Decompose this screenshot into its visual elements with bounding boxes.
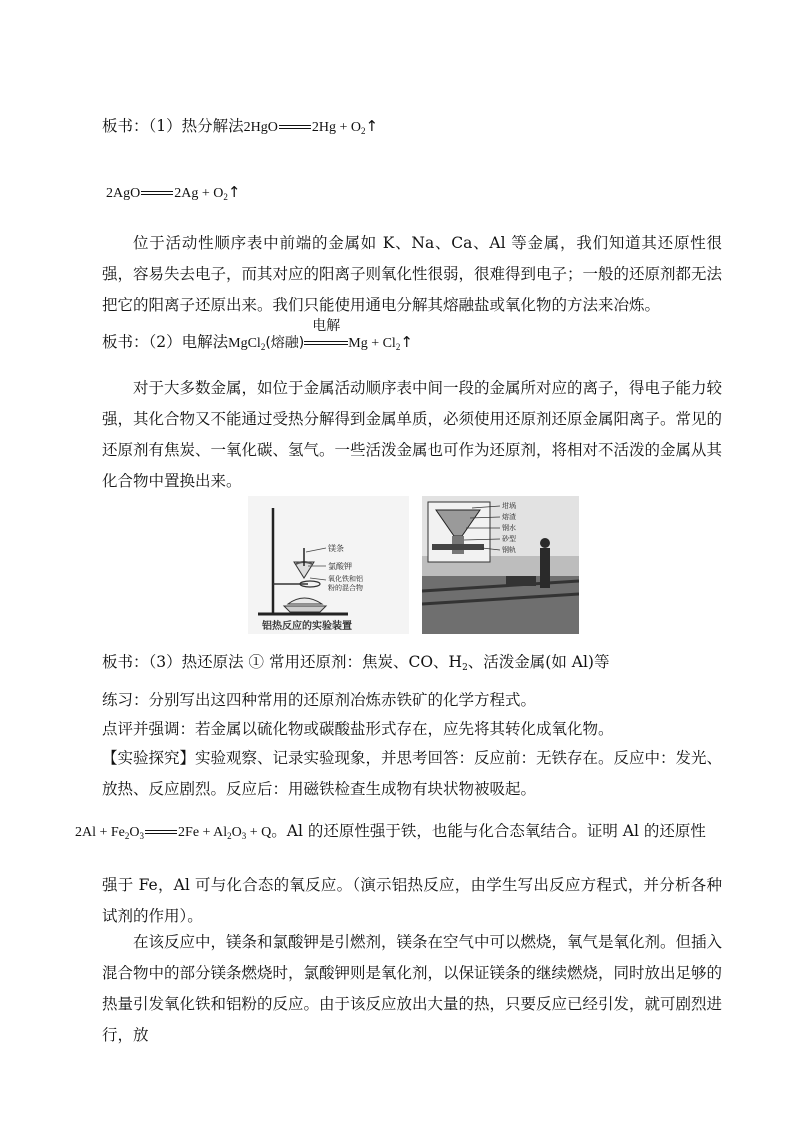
subscript: 2	[227, 831, 232, 841]
gas-arrow: ↑	[400, 333, 413, 351]
label-magnesium-strip: 镁条	[328, 544, 344, 553]
board-note-label: 板书：（3）热还原法 ① 常用还原剂：焦炭、CO、H	[102, 653, 463, 671]
equation-lhs: 2AgO	[106, 186, 141, 201]
board-note-thermal-reduction	[102, 652, 609, 678]
equals-sign	[145, 830, 177, 834]
subscript: 3	[139, 831, 145, 841]
subscript: 2	[360, 126, 366, 136]
thermite-equation-line	[75, 821, 706, 846]
equation-rhs: Mg + Cl	[348, 336, 396, 351]
experiment-text: 【实验探究】实验观察、记录实验现象，并思考回答：反应前：无铁存在。反应中：发光、放热、反应剧烈。反应后：用磁铁检查生成物有块状物被吸起。	[102, 749, 723, 798]
equation-lhs-b: O	[129, 825, 140, 840]
equation-lhs: 2HgO	[243, 120, 278, 135]
equation-rhs: 2Ag + O	[174, 186, 224, 201]
board-note-label: 板书：（2）电解法	[102, 333, 229, 351]
equation-lhs: 2Al + Fe	[75, 825, 125, 840]
thermite-apparatus-figure	[248, 496, 409, 634]
subscript: 2	[462, 663, 468, 673]
subscript: 2	[395, 342, 401, 352]
equals-sign	[279, 125, 311, 129]
reaction-condition: 电解	[312, 318, 341, 334]
equation-followup-text: 。Al 的还原性强于铁，也能与化合态氧结合。证明 Al 的还原性	[271, 822, 706, 840]
subscript: 2	[223, 192, 228, 202]
figure-caption: 铝热反应的实验装置	[262, 621, 352, 632]
paragraph-reducing-agents: 对于大多数金属，如位于金属活动顺序表中间一段的金属所对应的离子，得电子能力较强，其化合物又不能通过受热分解得到金属单质，必须使用还原剂还原金属阳离子。常见的还原剂有焦炭、一氧化碳、氢气。一些活泼金属也可作为还原剂，将相对不活泼的金属从其化合物中置换出来。	[102, 379, 723, 490]
equation-rhs: 2Hg + O	[311, 120, 361, 135]
equation-rhs-b: O	[231, 825, 242, 840]
paragraph-reaction-analysis: 在该反应中，镁条和氯酸钾是引燃剂，镁条在空气中可以燃烧，氧气是氧化剂。但插入混合物中的部分镁条燃烧时，氯酸钾则是氧化剂，以保证镁条的继续燃烧，同时放出足够的热量引发氧化铁和铝粉的反应。由于该反应放出大量的热，只要反应已经引发，就可剧烈进行，放	[102, 933, 723, 1044]
label-crucible: 坩埚	[502, 502, 516, 510]
label-sand-mold: 砂型	[502, 535, 516, 543]
gas-arrow: ↑	[227, 183, 241, 201]
equation-silver-oxide	[106, 182, 240, 207]
board-note-electrolysis	[102, 318, 413, 357]
label-mixture-line1: 氧化铁和铝	[328, 575, 363, 583]
melt-condition: (熔融)	[265, 335, 305, 351]
electrolysis-arrow	[304, 318, 348, 350]
subscript: 3	[241, 831, 247, 841]
equation-lhs: MgCl	[228, 336, 261, 351]
rail-welding-photo	[422, 496, 579, 634]
label-molten-steel: 钢水	[502, 524, 516, 532]
paragraph-al-vs-fe: 强于 Fe，Al 可与化合态的氧反应。（演示铝热反应，由学生写出反应方程式，并分析各种试剂的作用）。	[102, 876, 722, 925]
label-rail: 钢轨	[502, 546, 516, 554]
equation-rhs-c: + Q	[246, 825, 272, 840]
equals-sign	[141, 191, 173, 195]
board-note-label: 板书：（1）热分解法	[102, 117, 244, 135]
subscript: 2	[124, 831, 130, 841]
label-slag: 熔渣	[502, 513, 516, 521]
gas-arrow: ↑	[365, 117, 379, 135]
label-mixture-line2: 粉的混合物	[328, 584, 363, 592]
paragraph-experiment	[102, 743, 722, 805]
paragraph-active-metals: 位于活动性顺序表中前端的金属如 K、Na、Ca、Al 等金属，我们知道其还原性很强，容易失去电子，而其对应的阳离子则氧化性很弱，很难得到电子；一般的还原剂都无法把它的阳离子还原出来。我们只能使用通电分解其熔融盐或氧化物的方法来冶炼。	[102, 234, 723, 314]
comment-line: 点评并强调：若金属以硫化物或碳酸盐形式存在，应先将其转化成氧化物。	[102, 720, 614, 738]
subscript: 2	[260, 342, 266, 352]
equation-rhs: 2Fe + Al	[178, 825, 228, 840]
exercise-line: 练习：分别写出这四种常用的还原剂冶炼赤铁矿的化学方程式。	[102, 691, 537, 709]
board-note-thermal-decomposition	[102, 116, 378, 141]
board-note-rest: 、活泼金属(如 Al)等	[467, 653, 610, 671]
label-potassium-chlorate: 氯酸钾	[328, 562, 352, 571]
